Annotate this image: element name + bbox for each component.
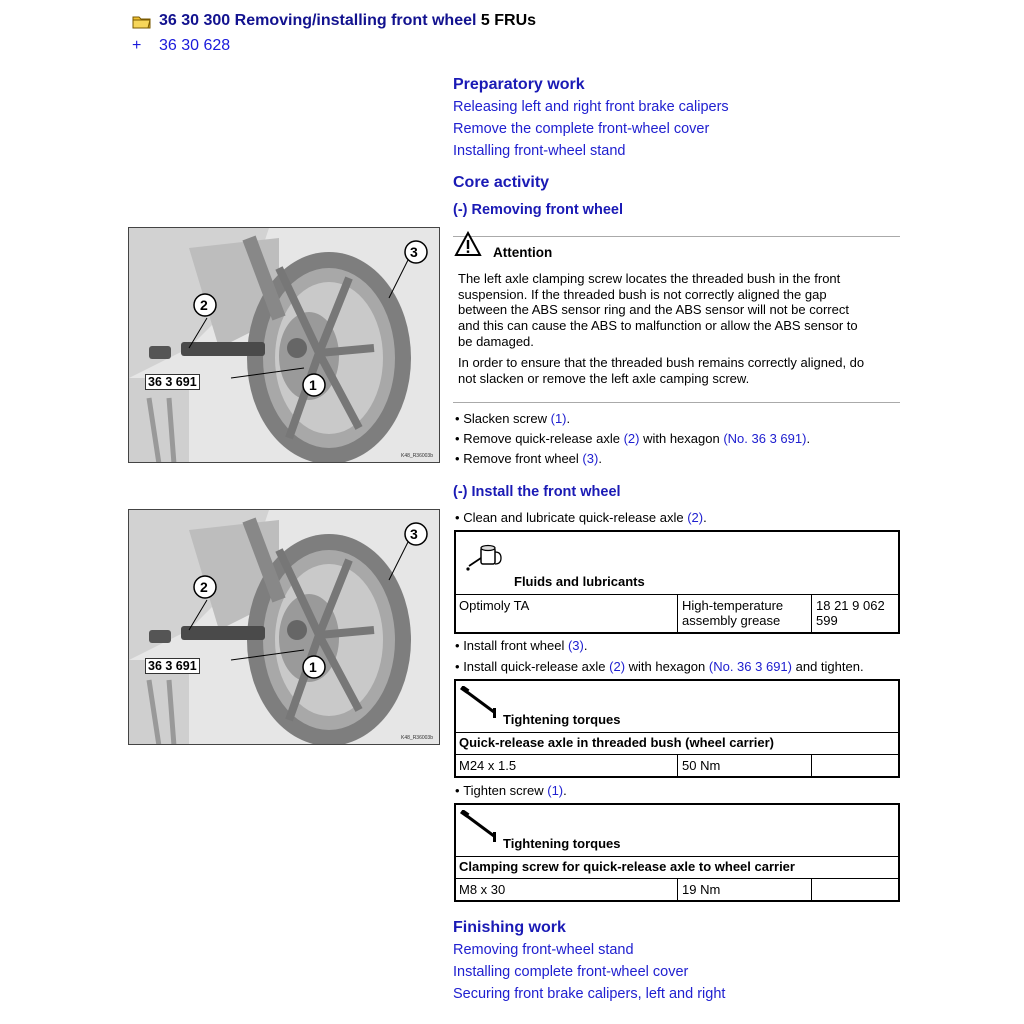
tool-link[interactable]: (No. 36 3 691) xyxy=(708,659,792,674)
document-title xyxy=(159,12,536,30)
ref-link[interactable]: (1) xyxy=(550,411,567,426)
attention-line: suspension. If the threaded bush is not correctly aligned the gap xyxy=(458,286,827,302)
torque-wrench-icon xyxy=(460,810,504,851)
attention-line: and this can cause the ABS to malfunction or allow the ABS sensor to xyxy=(458,318,858,334)
torque-1-subtitle: Quick-release axle in threaded bush (wheel carrier) xyxy=(459,735,775,750)
finish-item-3[interactable]: Securing front brake calipers, left and right xyxy=(453,986,726,1002)
ref-link[interactable]: (1) xyxy=(547,783,564,798)
fluids-col-divider xyxy=(811,595,812,633)
warning-triangle-icon xyxy=(454,231,482,262)
torque-2-col xyxy=(811,879,812,901)
torque-2-value: 19 Nm xyxy=(682,882,721,897)
torque-2-subtitle: Clamping screw for quick-release axle to wheel carrier xyxy=(459,859,795,874)
oil-can-icon xyxy=(463,540,507,579)
torque-2-title: Tightening torques xyxy=(503,836,621,851)
fluids-title: Fluids and lubricants xyxy=(514,574,645,589)
attention-paragraph-2 xyxy=(458,355,864,386)
torque-2-col xyxy=(677,879,678,901)
fluid-product: Optimoly TA xyxy=(459,598,530,613)
plus-code-link[interactable]: 36 30 628 xyxy=(159,37,231,54)
core-heading: Core activity xyxy=(453,174,550,191)
torque-wrench-icon xyxy=(460,686,504,727)
fluid-desc: High-temperature assembly grease xyxy=(682,598,784,628)
remove-step-2: • Remove quick-release axle (2) with hexagon (No. 36 3 691). xyxy=(455,431,811,446)
attention-title: Attention xyxy=(493,245,553,260)
wheel-illustration xyxy=(129,228,440,463)
install-step-1: • Clean and lubricate quick-release axle (2). xyxy=(455,510,707,525)
callout-2: 2 xyxy=(200,297,208,313)
figure-install-wheel xyxy=(128,509,440,745)
fru-count: 5 FRUs xyxy=(480,12,537,29)
fluid-part-number: 18 21 9 062 599 xyxy=(816,598,885,628)
install-step-3: • Install quick-release axle (2) with hexagon (No. 36 3 691) and tighten. xyxy=(455,659,864,674)
install-step-2: • Install front wheel (3). xyxy=(455,638,588,653)
plus-symbol: + xyxy=(132,37,142,54)
folder-icon xyxy=(132,14,152,35)
tool-label: 36 3 691 xyxy=(145,374,200,390)
torque-1-col xyxy=(677,755,678,777)
prep-item-3[interactable]: Installing front-wheel stand xyxy=(453,143,626,159)
callout-3: 3 xyxy=(410,244,418,260)
fluids-col-divider xyxy=(677,595,678,633)
torque-1-divider xyxy=(454,732,900,733)
attention-line: In order to ensure that the threaded bush remains correctly aligned, do xyxy=(458,355,865,370)
attention-bottom-rule xyxy=(453,402,900,403)
torque-2-size: M8 x 30 xyxy=(459,882,506,897)
doc-code[interactable]: 36 30 300 xyxy=(159,12,231,29)
attention-paragraph-1 xyxy=(458,271,858,350)
attention-top-rule xyxy=(453,236,900,237)
tool-label: 36 3 691 xyxy=(145,658,200,674)
prep-item-1[interactable]: Releasing left and right front brake calipers xyxy=(453,99,729,115)
figure-remove-wheel xyxy=(128,227,440,463)
figure-code: K48_R36003b xyxy=(401,453,433,459)
attention-line: between the ABS sensor ring and the ABS sensor will not be correct xyxy=(458,302,849,318)
removing-heading: (-) Removing front wheel xyxy=(453,202,623,218)
attention-line: The left axle clamping screw locates the threaded bush in the front xyxy=(458,271,841,286)
preparatory-heading: Preparatory work xyxy=(453,76,585,93)
ref-link[interactable]: (2) xyxy=(609,659,626,674)
tool-link[interactable]: (No. 36 3 691) xyxy=(723,431,807,446)
install-step-4: • Tighten screw (1). xyxy=(455,783,567,798)
finish-item-1[interactable]: Removing front-wheel stand xyxy=(453,942,634,958)
callout-1: 1 xyxy=(309,659,317,675)
remove-step-1: • Slacken screw (1). xyxy=(455,411,571,426)
torque-1-size: M24 x 1.5 xyxy=(459,758,517,773)
remove-step-3: • Remove front wheel (3). xyxy=(455,451,602,466)
attention-line: be damaged. xyxy=(458,333,534,349)
torque-2-divider xyxy=(454,856,900,857)
ref-link[interactable]: (3) xyxy=(582,451,599,466)
install-heading: (-) Install the front wheel xyxy=(453,484,621,500)
finish-item-2[interactable]: Installing complete front-wheel cover xyxy=(453,964,689,980)
torque-1-value: 50 Nm xyxy=(682,758,721,773)
ref-link[interactable]: (2) xyxy=(687,510,704,525)
finishing-heading: Finishing work xyxy=(453,919,566,936)
torque-1-title: Tightening torques xyxy=(503,712,621,727)
callout-3: 3 xyxy=(410,526,418,542)
figure-code: K48_R36003b xyxy=(401,735,433,741)
ref-link[interactable]: (2) xyxy=(623,431,640,446)
callout-2: 2 xyxy=(200,579,208,595)
torque-1-col xyxy=(811,755,812,777)
prep-item-2[interactable]: Remove the complete front-wheel cover xyxy=(453,121,710,137)
doc-title[interactable]: Removing/installing front wheel xyxy=(234,12,477,29)
callout-1: 1 xyxy=(309,377,317,393)
wheel-illustration xyxy=(129,510,440,745)
attention-line: not slacken or remove the left axle camping screw. xyxy=(458,370,750,386)
ref-link[interactable]: (3) xyxy=(567,638,584,653)
